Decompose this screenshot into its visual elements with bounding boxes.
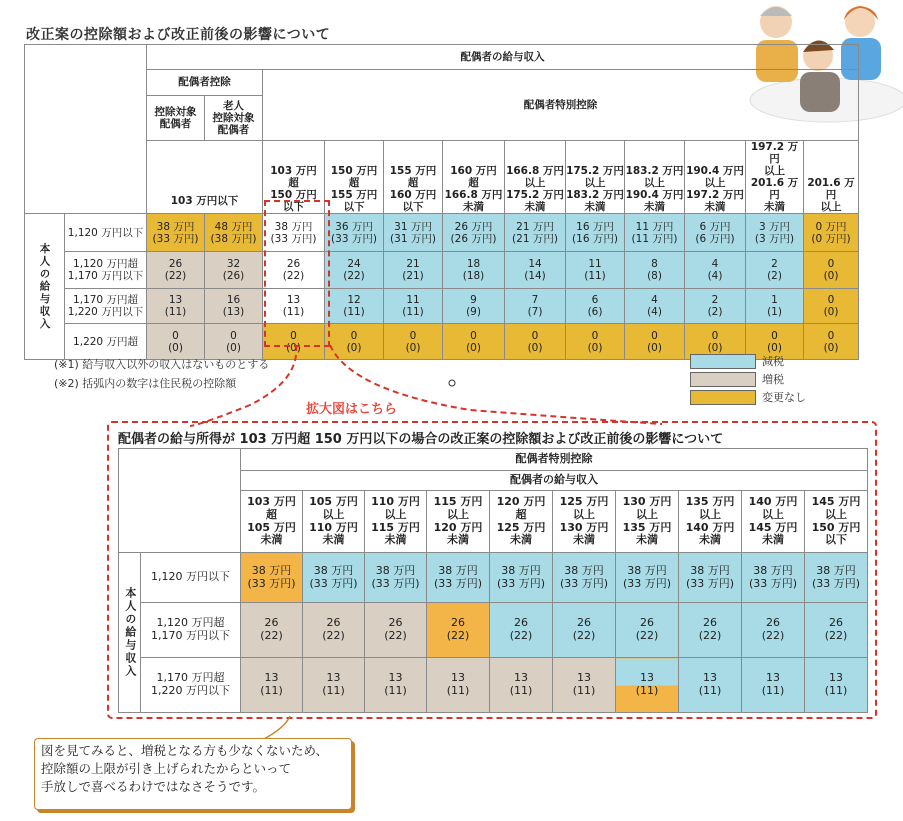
t2-cell: 26 (22) — [427, 603, 490, 658]
t1-cell: 0 (0) — [205, 324, 263, 360]
t1-cell: 36 万円 (33 万円) — [325, 214, 384, 252]
t1-cell: 3 万円 (3 万円) — [746, 214, 804, 252]
t1-row-label: 1,120 万円以下 — [65, 214, 147, 252]
t2-cell: 26 (22) — [490, 603, 553, 658]
t1-cell: 6 (6) — [566, 289, 625, 324]
t2-cell: 38 万円 (33 万円) — [490, 553, 553, 603]
t1-cell: 0 (0) — [685, 324, 746, 360]
t2-col-header: 140 万円 以上 145 万円 未満 — [742, 491, 805, 553]
t1-cell: 13 (11) — [263, 289, 325, 324]
t2-income-header: 配偶者の給与収入 — [241, 471, 868, 491]
t1-cell: 13 (11) — [147, 289, 205, 324]
t2-cell: 38 万円 (33 万円) — [241, 553, 303, 603]
t1-col-header: 190.4 万円 以上 197.2 万円 未満 — [685, 141, 746, 214]
t1-cell: 0 万円 (0 万円) — [804, 214, 859, 252]
t2-col-header: 120 万円 超 125 万円 未満 — [490, 491, 553, 553]
caption-text: 図を見てみると、増税となる方も少なくないため、 控除額の上限が引き上げられたからといって 手放しで喜べるわけではなさそうです。 — [34, 738, 352, 810]
t1-cell: 12 (11) — [325, 289, 384, 324]
t2-cell: 13 (11) — [616, 658, 679, 713]
t2-cell: 13 (11) — [427, 658, 490, 713]
t2-cell: 38 万円 (33 万円) — [365, 553, 427, 603]
t1-row-label: 1,120 万円超 1,170 万円以下 — [65, 252, 147, 289]
t2-cell: 13 (11) — [742, 658, 805, 713]
t2-cell: 26 (22) — [679, 603, 742, 658]
t1-cell: 31 万円 (31 万円) — [384, 214, 443, 252]
t2-col-header: 105 万円 以上 110 万円 未満 — [303, 491, 365, 553]
t1-cell: 24 (22) — [325, 252, 384, 289]
t1-cell: 16 (13) — [205, 289, 263, 324]
t2-cell: 38 万円 (33 万円) — [742, 553, 805, 603]
t1-under103-header: 103 万円以下 — [147, 141, 263, 214]
t2-cell: 26 (22) — [805, 603, 868, 658]
t1-cell: 0 (0) — [566, 324, 625, 360]
t2-cell: 38 万円 (33 万円) — [679, 553, 742, 603]
t1-col-header: 175.2 万円 以上 183.2 万円 未満 — [566, 141, 625, 214]
t2-cell: 38 万円 (33 万円) — [616, 553, 679, 603]
t2-cell: 26 (22) — [742, 603, 805, 658]
t1-cell: 6 万円 (6 万円) — [685, 214, 746, 252]
t1-cell: 26 万円 (26 万円) — [443, 214, 505, 252]
t1-cell: 9 (9) — [443, 289, 505, 324]
t2-cell: 13 (11) — [303, 658, 365, 713]
t1-col-header: 103 万円 超 150 万円 以下 — [263, 141, 325, 214]
t1-cell: 4 (4) — [625, 289, 685, 324]
t1-cell: 4 (4) — [685, 252, 746, 289]
t2-cell: 26 (22) — [616, 603, 679, 658]
t2-cell: 26 (22) — [303, 603, 365, 658]
t1-cell: 7 (7) — [505, 289, 566, 324]
t1-cell: 11 万円 (11 万円) — [625, 214, 685, 252]
t2-cell: 13 (11) — [805, 658, 868, 713]
t2-cell: 13 (11) — [365, 658, 427, 713]
t1-income-header: 配偶者の給与収入 — [147, 45, 859, 70]
note-1: (※1) 給与収入以外の収入はないものとする — [54, 358, 270, 371]
t1-cell: 18 (18) — [443, 252, 505, 289]
t2-cell: 26 (22) — [365, 603, 427, 658]
t1-cell: 0 (0) — [147, 324, 205, 360]
t1-sub-elder-spouse: 老人 控除対象 配偶者 — [205, 96, 263, 141]
t2-row-group-label: 本人の給与収入 — [119, 553, 141, 713]
t1-cell: 0 (0) — [804, 324, 859, 360]
t1-cell: 38 万円 (33 万円) — [147, 214, 205, 252]
zoom-title: 配偶者の給与所得が 103 万円超 150 万円以下の場合の改正案の控除額および改正前後の影響について — [118, 432, 724, 447]
t1-col-header: 166.8 万円 以上 175.2 万円 未満 — [505, 141, 566, 214]
t2-col-header: 125 万円 以上 130 万円 未満 — [553, 491, 616, 553]
t1-row-group-label: 本人の給与収入 — [25, 214, 65, 360]
t2-cell: 13 (11) — [553, 658, 616, 713]
t2-cell: 13 (11) — [241, 658, 303, 713]
t1-col-header: 201.6 万円 以上 — [804, 141, 859, 214]
t2-cell: 38 万円 (33 万円) — [805, 553, 868, 603]
t1-cell: 38 万円 (33 万円) — [263, 214, 325, 252]
t2-col-header: 110 万円 以上 115 万円 未満 — [365, 491, 427, 553]
t2-col-header: 145 万円 以上 150 万円 以下 — [805, 491, 868, 553]
t1-col-header: 160 万円 超 166.8 万円 未満 — [443, 141, 505, 214]
t1-cell: 8 (8) — [625, 252, 685, 289]
t1-cell: 0 (0) — [325, 324, 384, 360]
t2-row-label: 1,170 万円超 1,220 万円以下 — [141, 658, 241, 713]
t2-cell: 13 (11) — [490, 658, 553, 713]
t1-cell: 0 (0) — [505, 324, 566, 360]
t1-special-header: 配偶者特別控除 — [263, 70, 859, 141]
t1-sub-spouse: 控除対象 配偶者 — [147, 96, 205, 141]
t1-row-label: 1,220 万円超 — [65, 324, 147, 360]
t2-cell: 26 (22) — [553, 603, 616, 658]
t2-cell: 38 万円 (33 万円) — [553, 553, 616, 603]
t2-col-header: 115 万円 以上 120 万円 未満 — [427, 491, 490, 553]
t1-cell: 21 (21) — [384, 252, 443, 289]
zoom-label: 拡大図はこちら — [306, 402, 398, 417]
t1-cell: 26 (22) — [263, 252, 325, 289]
t1-cell: 11 (11) — [384, 289, 443, 324]
t1-cell: 2 (2) — [685, 289, 746, 324]
t1-cell: 16 万円 (16 万円) — [566, 214, 625, 252]
t2-col-header: 130 万円 以上 135 万円 未満 — [616, 491, 679, 553]
t2-col-header: 103 万円 超 105 万円 未満 — [241, 491, 303, 553]
t2-row-label: 1,120 万円以下 — [141, 553, 241, 603]
t1-cell: 0 (0) — [746, 324, 804, 360]
t2-special-header: 配偶者特別控除 — [241, 449, 868, 471]
legend-label-nochange: 変更なし — [762, 391, 806, 404]
t1-cell: 11 (11) — [566, 252, 625, 289]
t1-cell: 48 万円 (38 万円) — [205, 214, 263, 252]
t2-cell: 13 (11) — [679, 658, 742, 713]
t1-cell: 0 (0) — [263, 324, 325, 360]
t1-cell: 2 (2) — [746, 252, 804, 289]
t1-cell: 26 (22) — [147, 252, 205, 289]
t1-cell: 0 (0) — [804, 252, 859, 289]
t2-cell: 26 (22) — [241, 603, 303, 658]
t1-cell: 21 万円 (21 万円) — [505, 214, 566, 252]
t1-cell: 0 (0) — [804, 289, 859, 324]
note-2: (※2) 括弧内の数字は住民税の控除額 — [54, 377, 237, 390]
t1-col-header: 150 万円 超 155 万円 以下 — [325, 141, 384, 214]
t1-col-header: 183.2 万円 以上 190.4 万円 未満 — [625, 141, 685, 214]
t2-cell: 38 万円 (33 万円) — [427, 553, 490, 603]
page-title: 改正案の控除額および改正前後の影響について — [26, 27, 331, 43]
t1-cell: 0 (0) — [443, 324, 505, 360]
legend-label-increase: 増税 — [762, 373, 784, 386]
t2-col-header: 135 万円 以上 140 万円 未満 — [679, 491, 742, 553]
t2-row-label: 1,120 万円超 1,170 万円以下 — [141, 603, 241, 658]
t1-cell: 32 (26) — [205, 252, 263, 289]
t1-cell: 0 (0) — [384, 324, 443, 360]
t1-cell: 14 (14) — [505, 252, 566, 289]
t2-cell: 38 万円 (33 万円) — [303, 553, 365, 603]
t1-cell: 0 (0) — [625, 324, 685, 360]
t1-deduction-header: 配偶者控除 — [147, 70, 263, 96]
t1-col-header: 155 万円 超 160 万円 以下 — [384, 141, 443, 214]
t1-row-label: 1,170 万円超 1,220 万円以下 — [65, 289, 147, 324]
t1-col-header: 197.2 万円 以上 201.6 万円 未満 — [746, 141, 804, 214]
t1-cell: 1 (1) — [746, 289, 804, 324]
legend-label-decrease: 減税 — [762, 355, 784, 368]
